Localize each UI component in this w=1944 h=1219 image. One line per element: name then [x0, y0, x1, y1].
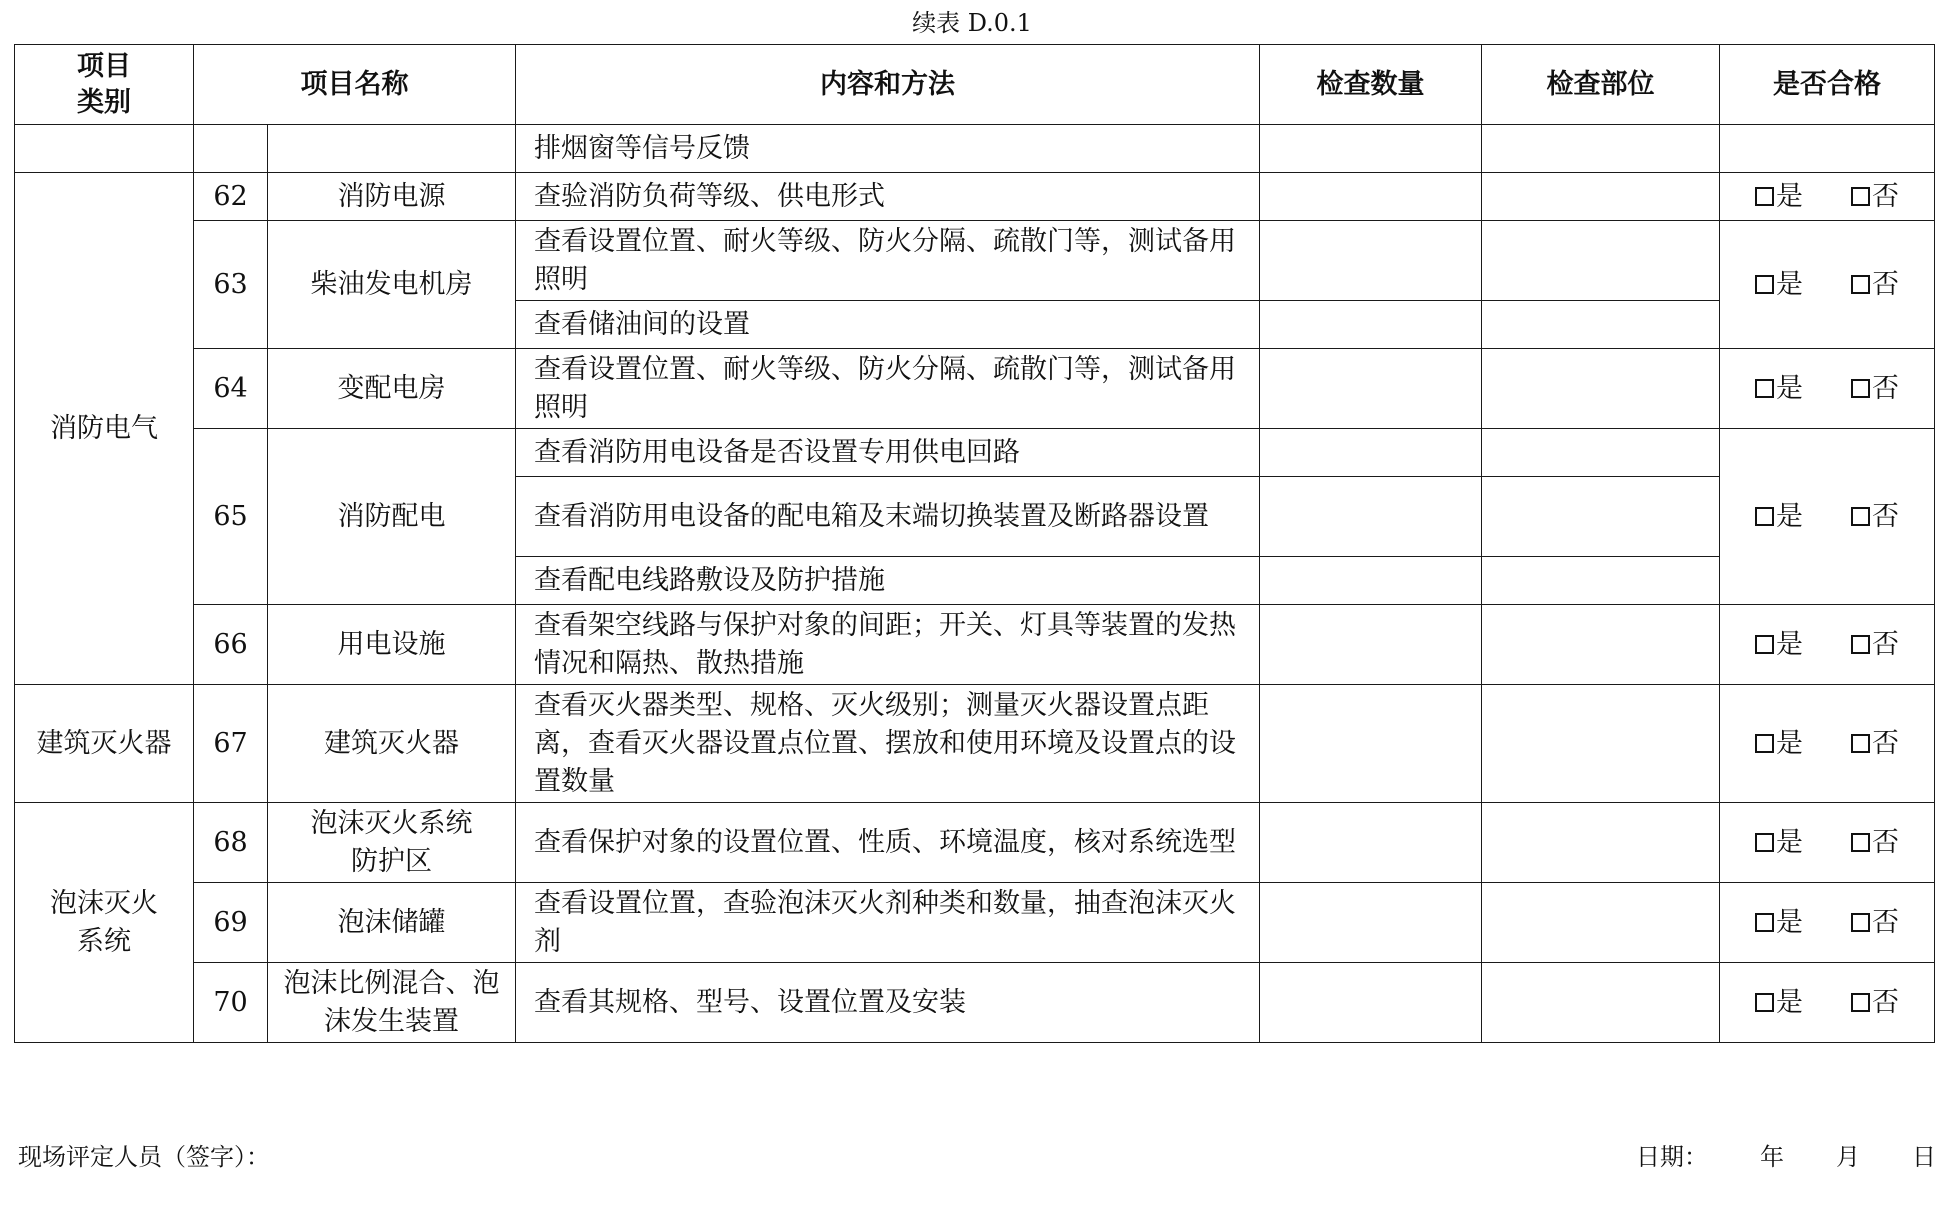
- category-cell: 建筑灭火器: [15, 685, 194, 803]
- category-cell: 消防电气: [15, 173, 194, 685]
- no-option[interactable]: 否: [1851, 178, 1899, 216]
- pass-cell: [1720, 173, 1935, 221]
- check-count-cell[interactable]: [1260, 557, 1482, 605]
- item-number: 67: [194, 685, 268, 803]
- content-method-cell: 查看配电线路敷设及防护措施: [516, 557, 1260, 605]
- item-name: 建筑灭火器: [268, 685, 516, 803]
- item-number: 62: [194, 173, 268, 221]
- header-item-name: 项目名称: [194, 45, 516, 125]
- item-number: 69: [194, 883, 268, 963]
- header-check-count: 检查数量: [1260, 45, 1482, 125]
- pass-cell: [1720, 349, 1935, 429]
- no-option[interactable]: 否: [1851, 904, 1899, 942]
- check-count-cell[interactable]: [1260, 221, 1482, 301]
- check-location-cell[interactable]: [1482, 125, 1720, 173]
- table-row: [15, 349, 1935, 429]
- table-row: [15, 963, 1935, 1043]
- check-count-cell[interactable]: [1260, 349, 1482, 429]
- check-location-cell[interactable]: [1482, 803, 1720, 883]
- category-cell: [15, 125, 194, 173]
- table-row: [15, 173, 1935, 221]
- pass-cell: [1720, 125, 1935, 173]
- yes-option[interactable]: 是: [1755, 498, 1803, 536]
- content-method-cell: 查看设置位置、耐火等级、防火分隔、疏散门等，测试备用照明: [516, 221, 1260, 301]
- checkbox-icon[interactable]: [1755, 275, 1774, 294]
- item-number: 64: [194, 349, 268, 429]
- checkbox-icon[interactable]: [1851, 833, 1870, 852]
- no-option[interactable]: 否: [1851, 266, 1899, 304]
- yes-option[interactable]: 是: [1755, 984, 1803, 1022]
- check-location-cell[interactable]: [1482, 349, 1720, 429]
- no-option[interactable]: 否: [1851, 984, 1899, 1022]
- content-method-cell: 查看灭火器类型、规格、灭火级别；测量灭火器设置点距离，查看灭火器设置点位置、摆放和使用环境及设置点的设置数量: [516, 685, 1260, 803]
- check-location-cell[interactable]: [1482, 221, 1720, 301]
- yes-option[interactable]: 是: [1755, 626, 1803, 664]
- day-label: 日: [1912, 1143, 1936, 1171]
- month-label: 月: [1836, 1143, 1860, 1171]
- check-location-cell[interactable]: [1482, 173, 1720, 221]
- assessor-signature-label: 现场评定人员（签字）：: [18, 1143, 270, 1171]
- check-count-cell[interactable]: [1260, 883, 1482, 963]
- item-number: 65: [194, 429, 268, 605]
- table-row: [15, 429, 1935, 477]
- check-location-cell[interactable]: [1482, 557, 1720, 605]
- header-check-location: 检查部位: [1482, 45, 1720, 125]
- no-option[interactable]: 否: [1851, 725, 1899, 763]
- content-method-cell: 查看消防用电设备的配电箱及末端切换装置及断路器设置: [516, 477, 1260, 557]
- check-count-cell[interactable]: [1260, 605, 1482, 685]
- content-method-cell: 查看其规格、型号、设置位置及安装: [516, 963, 1260, 1043]
- check-location-cell[interactable]: [1482, 883, 1720, 963]
- item-number: 70: [194, 963, 268, 1043]
- check-count-cell[interactable]: [1260, 477, 1482, 557]
- checkbox-icon[interactable]: [1851, 993, 1870, 1012]
- check-count-cell[interactable]: [1260, 429, 1482, 477]
- content-method-cell: 查看设置位置、耐火等级、防火分隔、疏散门等，测试备用照明: [516, 349, 1260, 429]
- pass-cell: [1720, 963, 1935, 1043]
- item-number: 63: [194, 221, 268, 349]
- table-row: [15, 605, 1935, 685]
- content-method-cell: 查看消防用电设备是否设置专用供电回路: [516, 429, 1260, 477]
- check-location-cell[interactable]: [1482, 605, 1720, 685]
- checkbox-icon[interactable]: [1755, 993, 1774, 1012]
- yes-option[interactable]: 是: [1755, 824, 1803, 862]
- yes-option[interactable]: 是: [1755, 266, 1803, 304]
- item-name: [268, 125, 516, 173]
- check-count-cell[interactable]: [1260, 301, 1482, 349]
- item-name: 泡沫储罐: [268, 883, 516, 963]
- check-location-cell[interactable]: [1482, 963, 1720, 1043]
- pass-cell: [1720, 685, 1935, 803]
- item-number: [194, 125, 268, 173]
- checkbox-icon[interactable]: [1851, 275, 1870, 294]
- table-row: [15, 803, 1935, 883]
- checkbox-icon[interactable]: [1851, 913, 1870, 932]
- item-name: 消防电源: [268, 173, 516, 221]
- no-option[interactable]: 否: [1851, 626, 1899, 664]
- item-name: 泡沫灭火系统防护区: [268, 803, 516, 883]
- content-method-cell: 排烟窗等信号反馈: [516, 125, 1260, 173]
- checkbox-icon[interactable]: [1851, 507, 1870, 526]
- content-method-cell: 查看架空线路与保护对象的间距；开关、灯具等装置的发热情况和隔热、散热措施: [516, 605, 1260, 685]
- header-category: 项目 类别: [15, 45, 194, 125]
- checkbox-icon[interactable]: [1851, 734, 1870, 753]
- check-count-cell[interactable]: [1260, 685, 1482, 803]
- table-row: [15, 883, 1935, 963]
- item-name: 柴油发电机房: [268, 221, 516, 349]
- item-name: 变配电房: [268, 349, 516, 429]
- checkbox-icon[interactable]: [1851, 187, 1870, 206]
- table-row: [15, 125, 1935, 173]
- item-number: 68: [194, 803, 268, 883]
- check-location-cell[interactable]: [1482, 429, 1720, 477]
- yes-option[interactable]: 是: [1755, 178, 1803, 216]
- checkbox-icon[interactable]: [1755, 734, 1774, 753]
- table-caption: 续表 D.0.1: [912, 9, 1032, 37]
- yes-option[interactable]: 是: [1755, 904, 1803, 942]
- no-option[interactable]: 否: [1851, 824, 1899, 862]
- content-method-cell: 查看保护对象的设置位置、性质、环境温度，核对系统选型: [516, 803, 1260, 883]
- yes-option[interactable]: 是: [1755, 370, 1803, 408]
- no-option[interactable]: 否: [1851, 370, 1899, 408]
- check-count-cell[interactable]: [1260, 803, 1482, 883]
- item-name: 用电设施: [268, 605, 516, 685]
- check-location-cell[interactable]: [1482, 477, 1720, 557]
- date-line: [1636, 1140, 1936, 1174]
- content-method-cell: 查验消防负荷等级、供电形式: [516, 173, 1260, 221]
- no-option[interactable]: 否: [1851, 498, 1899, 536]
- check-location-cell[interactable]: [1482, 685, 1720, 803]
- year-label: 年: [1760, 1143, 1784, 1171]
- checkbox-icon[interactable]: [1851, 379, 1870, 398]
- checkbox-icon[interactable]: [1755, 833, 1774, 852]
- header-content-method: 内容和方法: [516, 45, 1260, 125]
- header-pass: 是否合格: [1720, 45, 1935, 125]
- date-label: 日期：: [1636, 1143, 1708, 1171]
- content-method-cell: 查看设置位置，查验泡沫灭火剂种类和数量，抽查泡沫灭火剂: [516, 883, 1260, 963]
- category-cell: 泡沫灭火系统: [15, 803, 194, 1043]
- header-row: [15, 45, 1935, 125]
- content-method-cell: 查看储油间的设置: [516, 301, 1260, 349]
- yes-option[interactable]: 是: [1755, 725, 1803, 763]
- check-location-cell[interactable]: [1482, 301, 1720, 349]
- checkbox-icon[interactable]: [1755, 635, 1774, 654]
- check-count-cell[interactable]: [1260, 125, 1482, 173]
- check-count-cell[interactable]: [1260, 963, 1482, 1043]
- checkbox-icon[interactable]: [1851, 635, 1870, 654]
- checkbox-icon[interactable]: [1755, 507, 1774, 526]
- item-number: 66: [194, 605, 268, 685]
- pass-cell: [1720, 803, 1935, 883]
- pass-cell: [1720, 605, 1935, 685]
- checkbox-icon[interactable]: [1755, 379, 1774, 398]
- item-name: 消防配电: [268, 429, 516, 605]
- checkbox-icon[interactable]: [1755, 187, 1774, 206]
- check-count-cell[interactable]: [1260, 173, 1482, 221]
- table-row: [15, 221, 1935, 301]
- pass-cell: [1720, 221, 1935, 349]
- item-name: 泡沫比例混合、泡沫发生装置: [268, 963, 516, 1043]
- table-row: [15, 685, 1935, 803]
- pass-cell: [1720, 883, 1935, 963]
- checkbox-icon[interactable]: [1755, 913, 1774, 932]
- pass-cell: [1720, 429, 1935, 605]
- inspection-table: [14, 44, 1935, 1043]
